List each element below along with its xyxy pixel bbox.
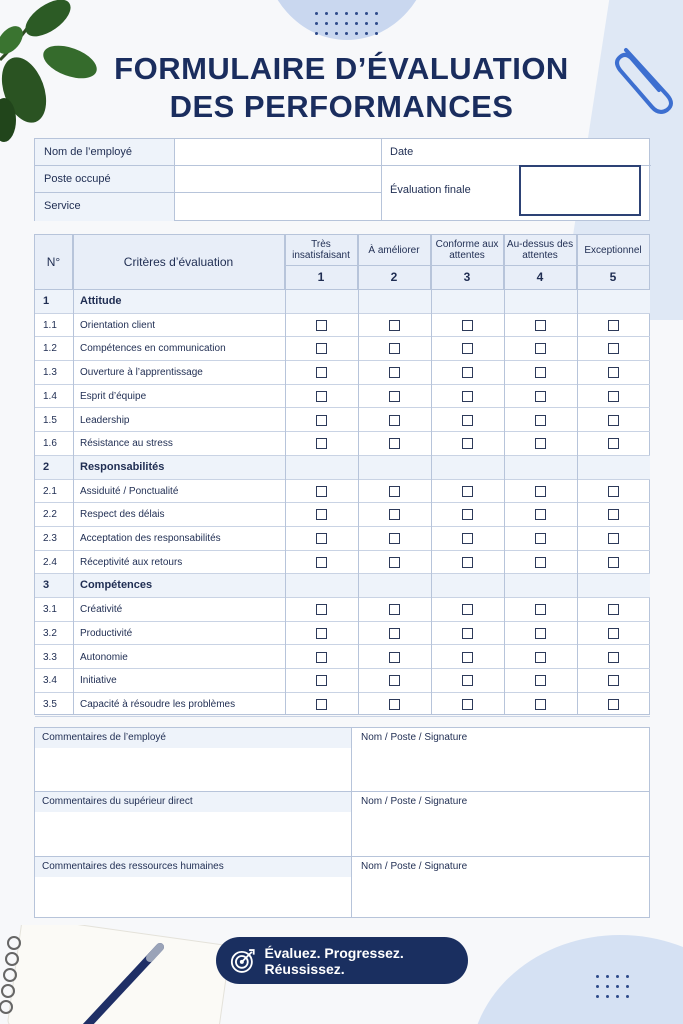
rating-checkbox-4[interactable] [535,628,546,639]
rating-checkbox-5[interactable] [608,486,619,497]
row-number: 1.5 [43,414,57,426]
signature-label: Nom / Poste / Signature [361,732,468,743]
comment-block[interactable] [35,857,650,918]
row-number: 3.2 [43,627,57,639]
rating-checkbox-4[interactable] [535,652,546,663]
decor-dot [325,22,328,25]
rating-checkbox-3[interactable] [462,367,473,378]
rating-checkbox-4[interactable] [535,486,546,497]
row-number: 3.5 [43,698,57,710]
criterion-row [35,337,650,361]
slogan-badge [216,937,468,984]
row-number: 3.4 [43,675,57,687]
row-number: 2.3 [43,533,57,544]
final-evaluation-box[interactable] [519,165,641,216]
rating-checkbox-5[interactable] [608,675,619,686]
rating-checkbox-2[interactable] [389,367,400,378]
criterion-row [35,598,650,622]
criterion-label: Initiative [80,675,117,687]
rating-checkbox-5[interactable] [608,509,619,520]
rating-checkbox-1[interactable] [316,509,327,520]
decor-dot [626,995,629,998]
rating-checkbox-1[interactable] [316,415,327,426]
slogan-text: Évaluez. Progressez. Réussissez. [264,944,404,977]
rating-checkbox-1[interactable] [316,604,327,615]
criterion-label: Créativité [80,604,123,616]
criterion-label: Capacité à résoudre les problèmes [80,698,236,710]
criterion-label: Assiduité / Ponctualité [80,485,179,497]
decor-dot [606,985,609,988]
rating-checkbox-3[interactable] [462,343,473,354]
decor-dot [345,22,348,25]
decor-dots-top [315,12,378,35]
rating-checkbox-1[interactable] [316,628,327,639]
rating-checkbox-2[interactable] [389,509,400,520]
rating-checkbox-1[interactable] [316,367,327,378]
rating-checkbox-3[interactable] [462,438,473,449]
rating-checkbox-1[interactable] [316,557,327,568]
rating-checkbox-5[interactable] [608,438,619,449]
rating-checkbox-2[interactable] [389,604,400,615]
employee-name-label: Nom de l’employé [35,139,175,165]
rating-checkbox-1[interactable] [316,320,327,331]
decor-dot [616,975,619,978]
decor-dot [375,22,378,25]
employee-info-table [34,138,650,221]
section-row [35,574,650,598]
date-label: Date [390,146,414,158]
rating-checkbox-5[interactable] [608,391,619,402]
rating-header-4: Au-dessus des attentes [504,235,577,266]
rating-checkbox-1[interactable] [316,652,327,663]
rating-checkbox-4[interactable] [535,533,546,544]
criterion-label: Esprit d’équipe [80,390,147,402]
decor-dot [355,12,358,15]
rating-header-5: Exceptionnel [577,235,650,266]
rating-number-1: 1 [285,266,358,290]
criterion-label: Autonomie [80,651,128,663]
rating-number-4: 4 [504,266,577,290]
target-icon [230,947,256,975]
decor-dot [345,12,348,15]
rating-checkbox-5[interactable] [608,652,619,663]
rating-checkbox-3[interactable] [462,509,473,520]
comment-label: Commentaires du supérieur direct [35,792,351,812]
rating-header-1: Très insatisfaisant [285,235,358,266]
position-field[interactable] [175,166,381,192]
criterion-row [35,622,650,646]
rating-checkbox-4[interactable] [535,675,546,686]
decor-dot [606,975,609,978]
criterion-row [35,432,650,456]
decor-dot [375,32,378,35]
rating-checkbox-3[interactable] [462,320,473,331]
rating-checkbox-1[interactable] [316,438,327,449]
final-evaluation-label: Évaluation finale [390,184,471,196]
rating-checkbox-4[interactable] [535,509,546,520]
rating-checkbox-1[interactable] [316,675,327,686]
rating-checkbox-5[interactable] [608,533,619,544]
rating-checkbox-4[interactable] [535,343,546,354]
page-title [0,50,683,126]
rating-checkbox-4[interactable] [535,367,546,378]
section-row [35,290,650,314]
rating-checkbox-1[interactable] [316,699,327,710]
row-number: 1.6 [43,438,57,450]
decor-dot [355,22,358,25]
row-number: 2.4 [43,556,57,568]
criterion-row [35,527,650,551]
rating-checkbox-2[interactable] [389,320,400,331]
rating-checkbox-5[interactable] [608,699,619,710]
section-row [35,456,650,480]
department-row [35,193,381,221]
rating-checkbox-3[interactable] [462,699,473,710]
title-line-2: DES PERFORMANCES [169,89,514,124]
rating-checkbox-2[interactable] [389,438,400,449]
row-number: 3.1 [43,604,57,616]
rating-checkbox-3[interactable] [462,604,473,615]
position-row [35,166,381,193]
section-title: Responsabilités [80,460,165,473]
section-title: Attitude [80,295,122,307]
decor-dot [335,32,338,35]
num-header: N° [35,235,73,290]
criterion-label: Ouverture à l’apprentissage [80,367,203,379]
rating-checkbox-3[interactable] [462,533,473,544]
row-number: 2.2 [43,509,57,521]
decor-dot [355,32,358,35]
decor-dot [315,32,318,35]
rating-checkbox-2[interactable] [389,557,400,568]
criterion-label: Productivité [80,627,133,639]
column-line [285,235,286,714]
rating-checkbox-1[interactable] [316,533,327,544]
column-line [577,235,578,714]
rating-checkbox-4[interactable] [535,557,546,568]
criterion-label: Leadership [80,414,130,426]
decor-dot [365,12,368,15]
rating-checkbox-1[interactable] [316,343,327,354]
decor-dot [335,22,338,25]
decor-dot [626,975,629,978]
signature-label: Nom / Poste / Signature [361,796,468,807]
criterion-label: Respect des délais [80,509,165,521]
criterion-row [35,314,650,338]
rating-number-3: 3 [431,266,504,290]
rating-checkbox-2[interactable] [389,699,400,710]
decor-dot [325,12,328,15]
decor-dots-bottom [596,975,629,998]
rating-checkbox-2[interactable] [389,343,400,354]
rating-header-3: Conforme aux attentes [431,235,504,266]
criterion-label: Réceptivité aux retours [80,556,183,568]
comment-block[interactable] [35,728,650,792]
rating-checkbox-3[interactable] [462,652,473,663]
decor-dot [596,985,599,988]
criterion-row [35,503,650,527]
row-number: 1.3 [43,367,57,379]
employee-name-field[interactable] [175,139,381,165]
rating-checkbox-3[interactable] [462,415,473,426]
position-label: Poste occupé [35,166,175,192]
criterion-row [35,409,650,433]
decor-dot [325,32,328,35]
comment-label: Commentaires des ressources humaines [35,857,351,877]
decor-dot [596,995,599,998]
rating-checkbox-3[interactable] [462,628,473,639]
rating-checkbox-3[interactable] [462,557,473,568]
rating-checkbox-2[interactable] [389,533,400,544]
criteria-header: Critères d’évaluation [73,235,285,290]
row-number: 3.3 [43,651,57,663]
decor-dot [315,12,318,15]
decor-dot [375,12,378,15]
rating-checkbox-5[interactable] [608,415,619,426]
rating-number-5: 5 [577,266,650,290]
rating-checkbox-4[interactable] [535,699,546,710]
column-line [431,235,432,714]
rating-checkbox-5[interactable] [608,343,619,354]
criterion-row [35,693,650,717]
criterion-row [35,361,650,385]
decor-dot [616,995,619,998]
rating-checkbox-5[interactable] [608,604,619,615]
signature-label: Nom / Poste / Signature [361,861,468,872]
row-number: 2 [43,460,50,473]
comment-divider [351,857,352,918]
rating-header-2: À améliorer [358,235,431,266]
criterion-label: Orientation client [80,319,156,331]
rating-checkbox-3[interactable] [462,391,473,402]
rating-checkbox-5[interactable] [608,557,619,568]
row-number: 1.4 [43,390,57,402]
employee-name-row [35,139,381,166]
decor-circle-bottom [470,935,683,1024]
decor-dot [616,985,619,988]
comment-block[interactable] [35,792,650,857]
rating-checkbox-1[interactable] [316,391,327,402]
decor-dot [596,975,599,978]
column-line [358,235,359,714]
comments-section [34,727,650,918]
rating-checkbox-4[interactable] [535,604,546,615]
row-number: 1 [43,295,50,307]
row-number: 3 [43,579,50,592]
rating-checkbox-2[interactable] [389,675,400,686]
decor-dot [365,22,368,25]
decor-dot [345,32,348,35]
rating-checkbox-4[interactable] [535,415,546,426]
criterion-label: Compétences en communication [80,343,226,355]
comment-divider [351,728,352,791]
section-title: Compétences [80,579,153,592]
rating-checkbox-5[interactable] [608,628,619,639]
rating-checkbox-3[interactable] [462,486,473,497]
decor-dot [315,22,318,25]
rating-checkbox-2[interactable] [389,628,400,639]
department-label: Service [35,193,175,221]
criterion-row [35,385,650,409]
comment-divider [351,792,352,856]
row-number: 1.2 [43,343,57,355]
rating-checkbox-4[interactable] [535,438,546,449]
date-field[interactable] [381,139,651,166]
rating-number-2: 2 [358,266,431,290]
rating-checkbox-5[interactable] [608,320,619,331]
criterion-row [35,646,650,670]
rating-checkbox-3[interactable] [462,675,473,686]
comment-label: Commentaires de l’employé [35,728,351,748]
decor-dot [606,995,609,998]
criterion-row [35,480,650,504]
rating-checkbox-2[interactable] [389,652,400,663]
criterion-label: Acceptation des responsabilités [80,533,221,544]
rating-checkbox-4[interactable] [535,320,546,331]
rating-checkbox-2[interactable] [389,391,400,402]
criterion-row [35,551,650,575]
criterion-label: Résistance au stress [80,438,173,450]
decor-dot [626,985,629,988]
decor-dot [335,12,338,15]
decor-dot [365,32,368,35]
row-number: 1.1 [43,319,57,331]
rating-checkbox-4[interactable] [535,391,546,402]
rating-checkbox-2[interactable] [389,486,400,497]
title-line-1: FORMULAIRE D’ÉVALUATION [114,51,569,86]
rating-checkbox-2[interactable] [389,415,400,426]
column-line [504,235,505,714]
row-number: 2.1 [43,485,57,497]
notebook-icon [0,925,240,1024]
department-field[interactable] [175,193,381,221]
criterion-row [35,669,650,693]
rating-checkbox-5[interactable] [608,367,619,378]
column-line [73,235,74,714]
rating-checkbox-1[interactable] [316,486,327,497]
evaluation-table [34,234,650,715]
